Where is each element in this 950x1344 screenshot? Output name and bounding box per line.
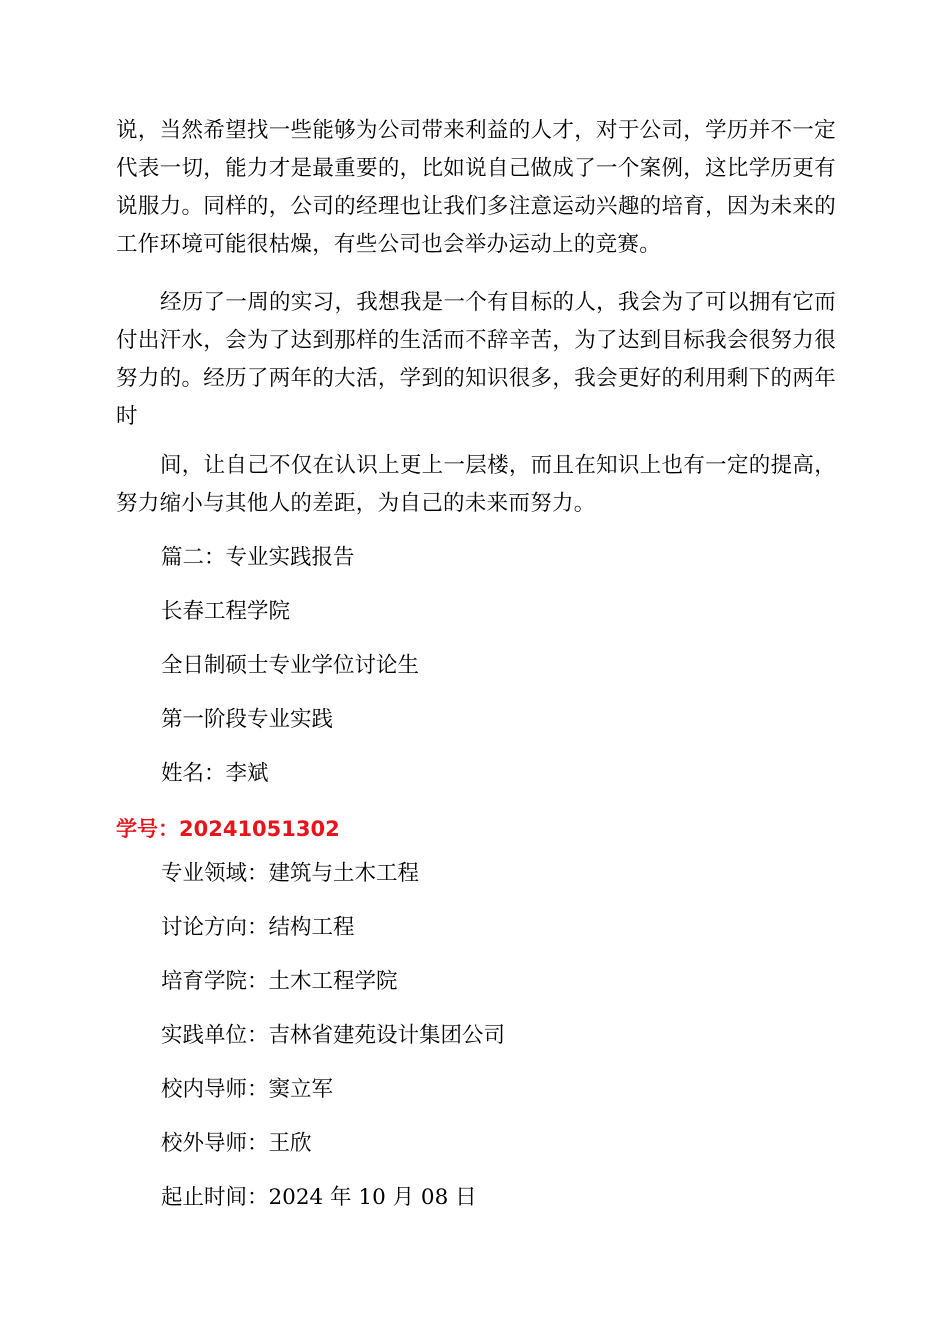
paragraph-future-goals: 间，让自己不仅在认识上更上一层楼，而且在知识上也有一定的提高，努力缩小与其他人的差距，为自己的未来而努力。: [116, 453, 836, 516]
paragraph-company-expectations: 说，当然希望找一些能够为公司带来利益的人才，对于公司，学历并不一定代表一切，能力才是最重要的，比如说自己做成了一个案例，这比学历更有说服力。同样的，公司的经理也让我们多注意运动兴趣的培育，因为未来的工作环境可能很枯燥，有些公司也会举办运动上的竞赛。: [116, 118, 836, 257]
detail-internal-advisor: 校内导师：窦立军: [161, 1077, 334, 1102]
practice-stage: 第一阶段专业实践: [161, 707, 334, 732]
student-id: 学号：20241051302: [116, 817, 340, 841]
detail-practice-unit: 实践单位：吉林省建苑设计集团公司: [161, 1023, 506, 1048]
detail-field: 专业领域：建筑与土木工程: [161, 861, 420, 886]
detail-research-direction: 讨论方向：结构工程: [161, 915, 355, 940]
detail-external-advisor: 校外导师：王欣: [161, 1131, 312, 1156]
paragraph-internship-reflection: 经历了一周的实习，我想我是一个有目标的人，我会为了可以拥有它而付出汗水，会为了达到那样的生活而不辞辛苦，为了达到目标我会很努力很努力的。经历了两年的大活，学到的知识很多，我会更好的利用剩下的两年时: [116, 290, 836, 429]
program-type: 全日制硕士专业学位讨论生: [161, 653, 420, 678]
detail-date-range: 起止时间：2024 年 10 月 08 日: [161, 1185, 477, 1210]
report-section-title: 篇二：专业实践报告: [161, 545, 355, 570]
institution-name: 长春工程学院: [161, 599, 291, 624]
detail-college: 培育学院：土木工程学院: [161, 969, 398, 994]
student-name: 姓名：李斌: [161, 761, 269, 786]
